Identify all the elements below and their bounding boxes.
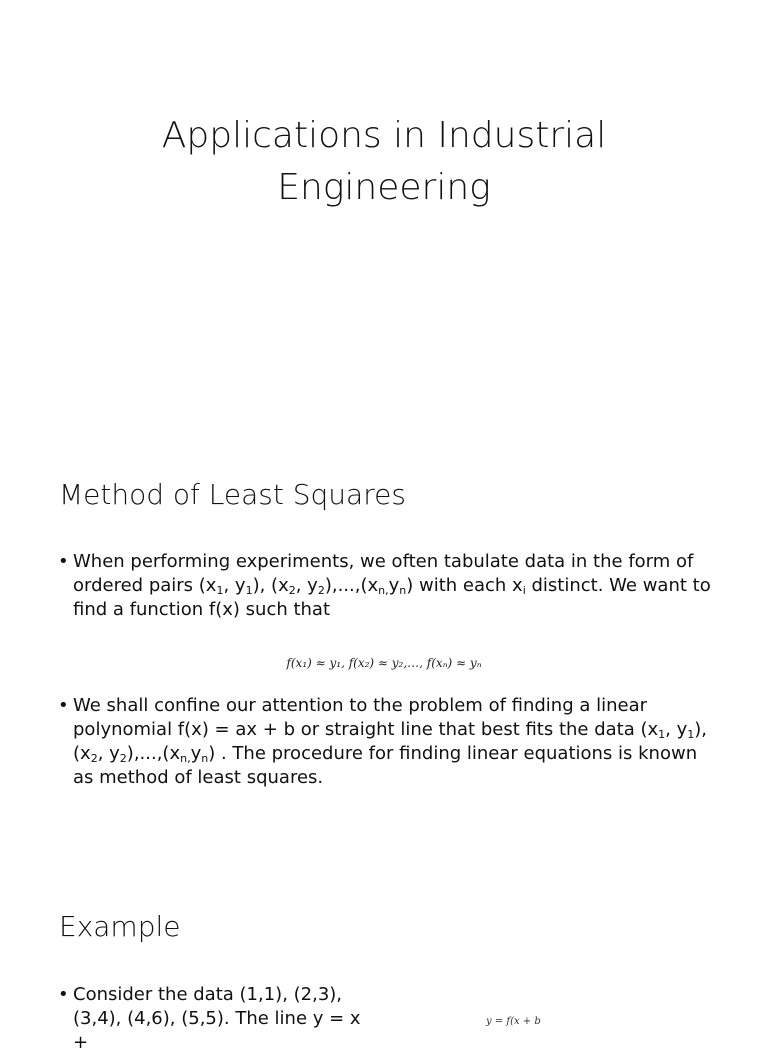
line-formula: y = f(x + b — [486, 1016, 541, 1027]
slide-example — [0, 880, 768, 1053]
bullet-item: • We shall confine our attention to the problem of finding a linear polynomial f(x) = ax + b or straight line that best fits the data ($x_1$, $y_1$), ($x_2$, $y_2),...,(x_{n,}y_n)$ . The procedure for finding linear equations is known as method of least squares. — [58, 695, 708, 788]
bullet-item: • When performing experiments, we often tabulate data in the form of ordered pairs ($x_1$, $y_1$), ($x_2$, $y_2),...,(x_{n,}y_n)$ with each $x_i$ distinct. We want to find a function f(x) such that — [58, 551, 711, 620]
approximation-formula: f(x₁) ≈ y₁, f(x₂) ≈ y₂,…, f(xₙ) ≈ yₙ — [286, 656, 482, 670]
slide-title — [0, 0, 768, 432]
section-heading: Method of Least Squares — [59, 478, 406, 511]
bullet-icon: • — [58, 551, 69, 572]
bullet-item: • Consider the data (1,1), (2,3), (3,4), (4,6), (5,5). The line y = x + — [58, 984, 361, 1053]
title-line-1: Applications in Industrial — [161, 115, 607, 156]
section-heading: Example — [59, 910, 181, 943]
bullet-icon: • — [58, 695, 69, 716]
slide-least-squares — [0, 440, 768, 872]
page-title — [0, 110, 768, 214]
bullet-icon: • — [58, 984, 69, 1005]
title-line-2: Engineering — [277, 167, 491, 208]
